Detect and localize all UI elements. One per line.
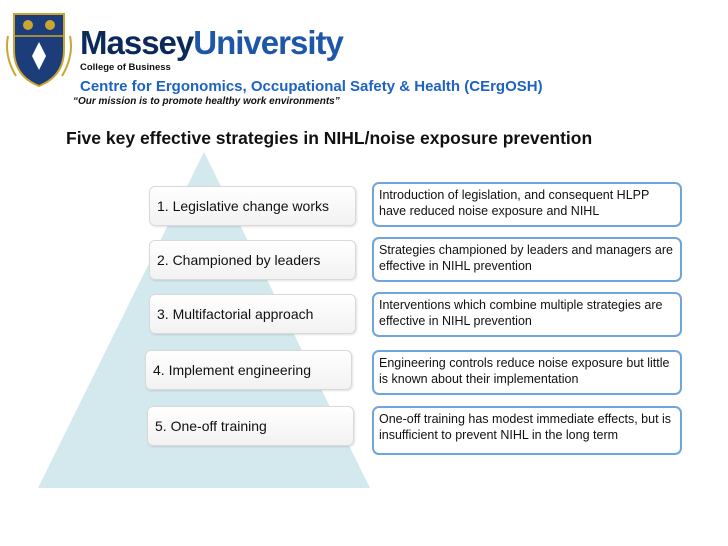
strategy-5: 5. One-off training	[147, 406, 354, 446]
college-label: College of Business	[80, 62, 171, 73]
strategy-4-description: Engineering controls reduce noise exposure but little is known about their implementation	[372, 350, 682, 395]
strategy-3: 3. Multifactorial approach	[149, 294, 356, 334]
strategy-5-description: One-off training has modest immediate effects, but is insufficient to prevent NIHL in the long term	[372, 406, 682, 455]
university-logo-text	[80, 26, 343, 59]
strategy-2: 2. Championed by leaders	[149, 240, 356, 280]
brand-part-massey: Massey	[80, 24, 194, 61]
strategy-3-description: Interventions which combine multiple strategies are effective in NIHL prevention	[372, 292, 682, 337]
brand-part-university: University	[193, 24, 343, 61]
strategy-1: 1. Legislative change works	[149, 186, 356, 226]
mission-statement: “Our mission is to promote healthy work environments”	[73, 96, 340, 107]
strategy-2-description: Strategies championed by leaders and managers are effective in NIHL prevention	[372, 237, 682, 282]
strategy-4: 4. Implement engineering	[145, 350, 352, 390]
massey-crest-icon	[6, 6, 72, 90]
centre-name: Centre for Ergonomics, Occupational Safety & Health (CErgOSH)	[80, 78, 543, 95]
slide-title: Five key effective strategies in NIHL/noise exposure prevention	[66, 128, 593, 148]
strategy-1-description: Introduction of legislation, and consequent HLPP have reduced noise exposure and NIHL	[372, 182, 682, 227]
